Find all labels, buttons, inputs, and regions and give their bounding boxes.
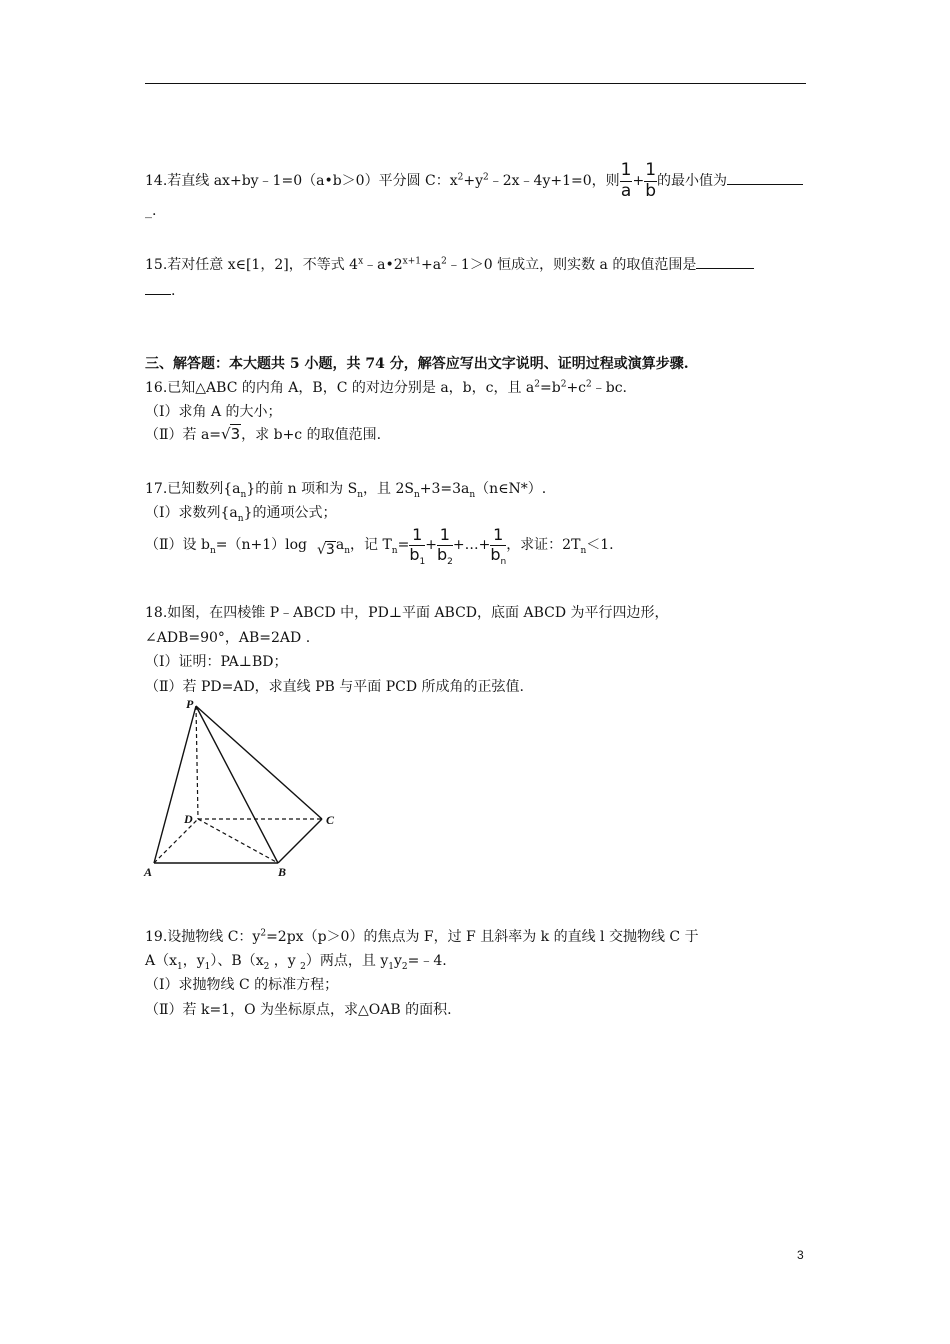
question-16-stem: 16.已知△ABC 的内角 A，B，C 的对边分别是 a，b，c，且 $a^2=b^2+c^2﹣bc$. — [145, 379, 628, 396]
question-number: 19. — [145, 929, 168, 945]
edge-PB — [196, 706, 278, 863]
answer-blank[interactable] — [727, 172, 803, 185]
question-number: 17. — [145, 481, 168, 497]
question-19-part2: （Ⅱ）若 k=1，O 为坐标原点，求△OAB 的面积. — [145, 1002, 452, 1018]
sqrt-log-base: √3 — [317, 542, 335, 558]
sqrt-symbol: √3 — [221, 425, 241, 443]
label-A: A — [144, 865, 153, 879]
header-rule — [145, 83, 806, 84]
question-19-part1: （Ⅰ）求抛物线 C 的标准方程； — [145, 977, 339, 993]
fraction-1-over-b1: $\frac{1}{b_1}$ — [409, 525, 426, 568]
question-number: 15. — [145, 257, 168, 273]
question-19-stem-line1: 19.设抛物线 C：$y^2=2px(p>0)$的焦点为 F，过 F 且斜率为 k 的直线 l 交抛物线 C 于 — [145, 928, 699, 945]
question-number: 14. — [145, 173, 168, 189]
label-P: P — [186, 697, 194, 711]
fraction-1-over-b: $\frac{1}{b}$ — [645, 160, 657, 201]
label-C: C — [326, 813, 335, 827]
question-15-line2: . — [145, 282, 175, 299]
question-16-part2: （Ⅱ）若 a=√3，求 b+c 的取值范围. — [145, 425, 382, 443]
question-18-stem-line1: 18.如图，在四棱锥 P﹣ABCD 中，PD⊥平面 ABCD，底面 ABCD 为平行四边形， — [145, 605, 669, 621]
fraction-1-over-a: $\frac{1}{a}$ — [620, 160, 632, 201]
question-17-part1: （Ⅰ）求数列$\{a_n\}$的通项公式； — [145, 505, 337, 524]
question-16-part1: （Ⅰ）求角 A 的大小； — [145, 404, 282, 420]
label-B: B — [278, 865, 287, 879]
question-number: 16. — [145, 380, 168, 396]
edge-BC — [278, 819, 322, 863]
question-18-part2: （Ⅱ）若 PD=AD，求直线 PB 与平面 PCD 所成角的正弦值. — [145, 679, 524, 695]
label-D: D — [184, 812, 193, 826]
question-15-line1: 15.若对任意 x∈[1，2]，不等式 $4^x﹣a•2^{x+1}+a^2﹣1>0$ 恒成立，则实数 a 的取值范围是 — [145, 254, 754, 274]
question-18-part1: （Ⅰ）证明：PA⊥BD； — [145, 654, 288, 670]
question-18-stem-line2: ∠ADB=90°，AB=2AD . — [145, 630, 311, 646]
answer-blank-continued[interactable] — [145, 282, 171, 295]
page-number: 3 — [797, 1248, 804, 1262]
question-17-stem: 17.已知数列$\{a_n\}$的前 n 项和为 $S_n$，且 $2S_n+3=3a_n(n\in N*)$. — [145, 481, 547, 500]
question-14-line1: 14.若直线 ax+by﹣1=0（a•b＞0）平分圆 C：$x^2+y^2﹣2x﹣4y+1=0$，则 $\frac{1}{a}$ + $\frac{1}{b}$ 的最小值为 — [145, 162, 803, 200]
edge-PC — [196, 706, 322, 819]
question-19-stem-line2: $A(x_1$，$y_1$）、$B(x_2$ ，y $_2$）两点，且 $y_1y_2=﹣4$. — [145, 953, 447, 972]
question-number: 18. — [145, 605, 168, 621]
edge-PD — [196, 706, 198, 819]
edge-PA — [154, 706, 196, 863]
question-17-part2: （Ⅱ）设 $b_n=(n+1)\log$ $√3a_n$，记 $T_n=$ $\frac{1}{b_1}$ + $\frac{1}{b_2}$ +…+ $\frac{1}{b_n}$ ，求证：$2T_n<1$. — [145, 525, 614, 568]
fraction-1-over-bn: $\frac{1}{b_n}$ — [490, 525, 507, 568]
answer-blank[interactable] — [696, 256, 754, 269]
question-14-line2: _. — [145, 203, 157, 219]
pyramid-figure — [140, 696, 350, 881]
fraction-1-over-b2: $\frac{1}{b_2}$ — [436, 525, 453, 568]
section-3-heading: 三、解答题：本大题共 5 小题，共 74 分，解答应写出文字说明、证明过程或演算步骤. — [145, 356, 689, 372]
